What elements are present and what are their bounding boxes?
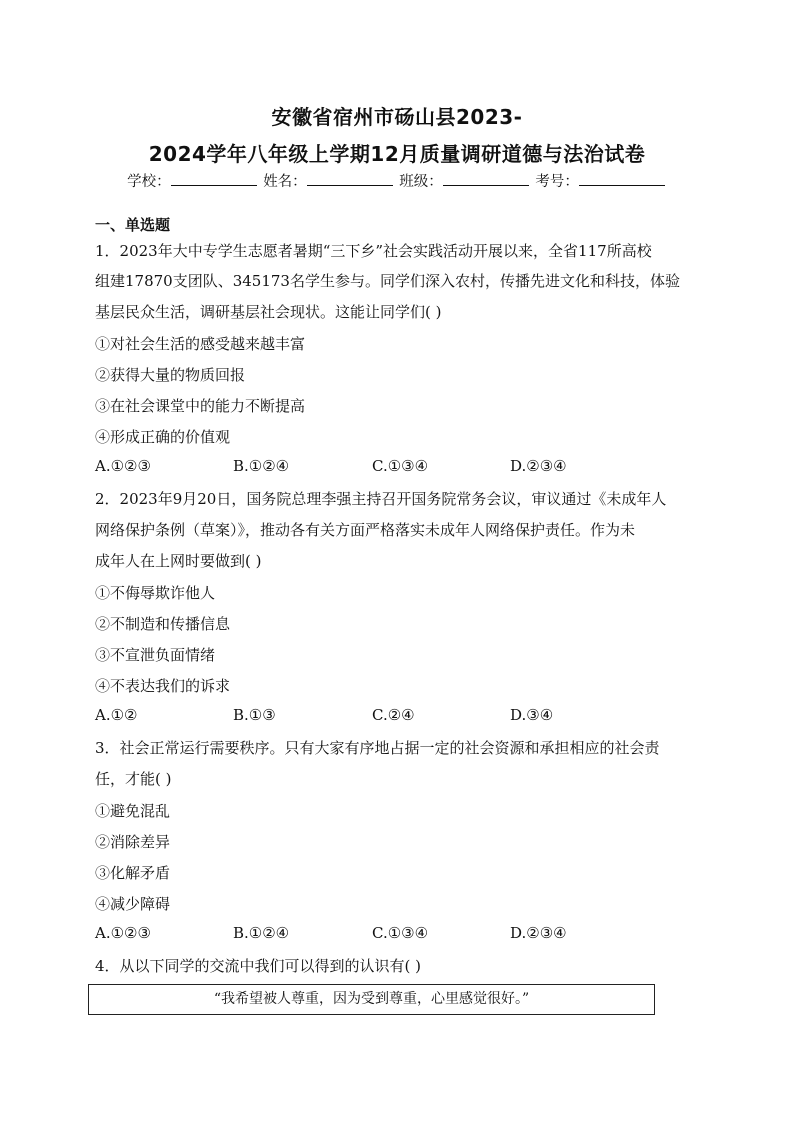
exam-title-line-2: 2024学年八年级上学期12月质量调研道德与法治试卷: [148, 142, 646, 166]
q3-option-d: D.②③④: [510, 924, 567, 942]
q3-item-1: ①避免混乱: [95, 802, 171, 820]
q1-stem-line-2: 组建17870支团队、345173名学生参与。同学们深入农村，传播先进文化和科技，体验: [95, 272, 680, 290]
q4-quote-box: “我希望被人尊重，因为受到尊重，心里感觉很好。”: [88, 984, 655, 1015]
number-label: 考号：: [535, 174, 579, 190]
q1-option-a: A.①②③: [95, 457, 151, 475]
q3-item-3: ③化解矛盾: [95, 864, 171, 882]
q2-stem-line-3: 成年人在上网时要做到( ): [95, 552, 262, 570]
q2-item-3: ③不宣泄负面情绪: [95, 646, 216, 664]
q2-option-b: B.①③: [233, 706, 276, 724]
number-blank: [579, 173, 665, 186]
q1-stem-line-3: 基层民众生活，调研基层社会现状。这能让同学们( ): [95, 303, 442, 321]
q2-item-1: ①不侮辱欺诈他人: [95, 584, 216, 602]
q2-stem-line-2: 网络保护条例（草案）》，推动各有关方面严格落实未成年人网络保护责任。作为未: [95, 521, 636, 539]
exam-title-line-1: 安徽省宿州市砀山县2023-: [271, 105, 523, 129]
school-blank: [171, 173, 257, 186]
q4-stem-line-1: 4．从以下同学的交流中我们可以得到的认识有( ): [95, 957, 422, 975]
q1-stem-line-1: 1．2023年大中专学生志愿者暑期“三下乡”社会实践活动开展以来，全省117所高校: [95, 242, 652, 260]
q1-item-3: ③在社会课堂中的能力不断提高: [95, 397, 306, 415]
class-label: 班级：: [399, 174, 443, 190]
q1-option-b: B.①②④: [233, 457, 290, 475]
q2-option-c: C.②④: [372, 706, 415, 724]
q2-option-d: D.③④: [510, 706, 554, 724]
q2-item-2: ②不制造和传播信息: [95, 615, 231, 633]
q2-stem-line-1: 2．2023年9月20日，国务院总理李强主持召开国务院常务会议，审议通过《未成年人: [95, 490, 667, 508]
q3-item-2: ②消除差异: [95, 833, 171, 851]
q3-stem-line-2: 任，才能( ): [95, 770, 172, 788]
q1-item-4: ④形成正确的价值观: [95, 428, 231, 446]
class-blank: [443, 173, 529, 186]
section-heading: 一、单选题: [95, 216, 171, 234]
q3-option-a: A.①②③: [95, 924, 151, 942]
q1-item-1: ①对社会生活的感受越来越丰富: [95, 335, 306, 353]
q1-option-d: D.②③④: [510, 457, 567, 475]
q3-option-b: B.①②④: [233, 924, 290, 942]
q1-options: [95, 457, 695, 477]
q3-stem-line-1: 3．社会正常运行需要秩序。只有大家有序地占据一定的社会资源和承担相应的社会责: [95, 739, 660, 757]
q3-option-c: C.①③④: [372, 924, 429, 942]
q1-item-2: ②获得大量的物质回报: [95, 366, 246, 384]
q1-option-c: C.①③④: [372, 457, 429, 475]
student-info-row: [0, 170, 794, 191]
q2-options: [95, 706, 695, 726]
q3-item-4: ④减少障碍: [95, 895, 171, 913]
school-label: 学校：: [127, 174, 171, 190]
q3-options: [95, 924, 695, 944]
name-label: 姓名：: [263, 174, 307, 190]
name-blank: [307, 173, 393, 186]
q2-option-a: A.①②: [95, 706, 138, 724]
q2-item-4: ④不表达我们的诉求: [95, 677, 231, 695]
